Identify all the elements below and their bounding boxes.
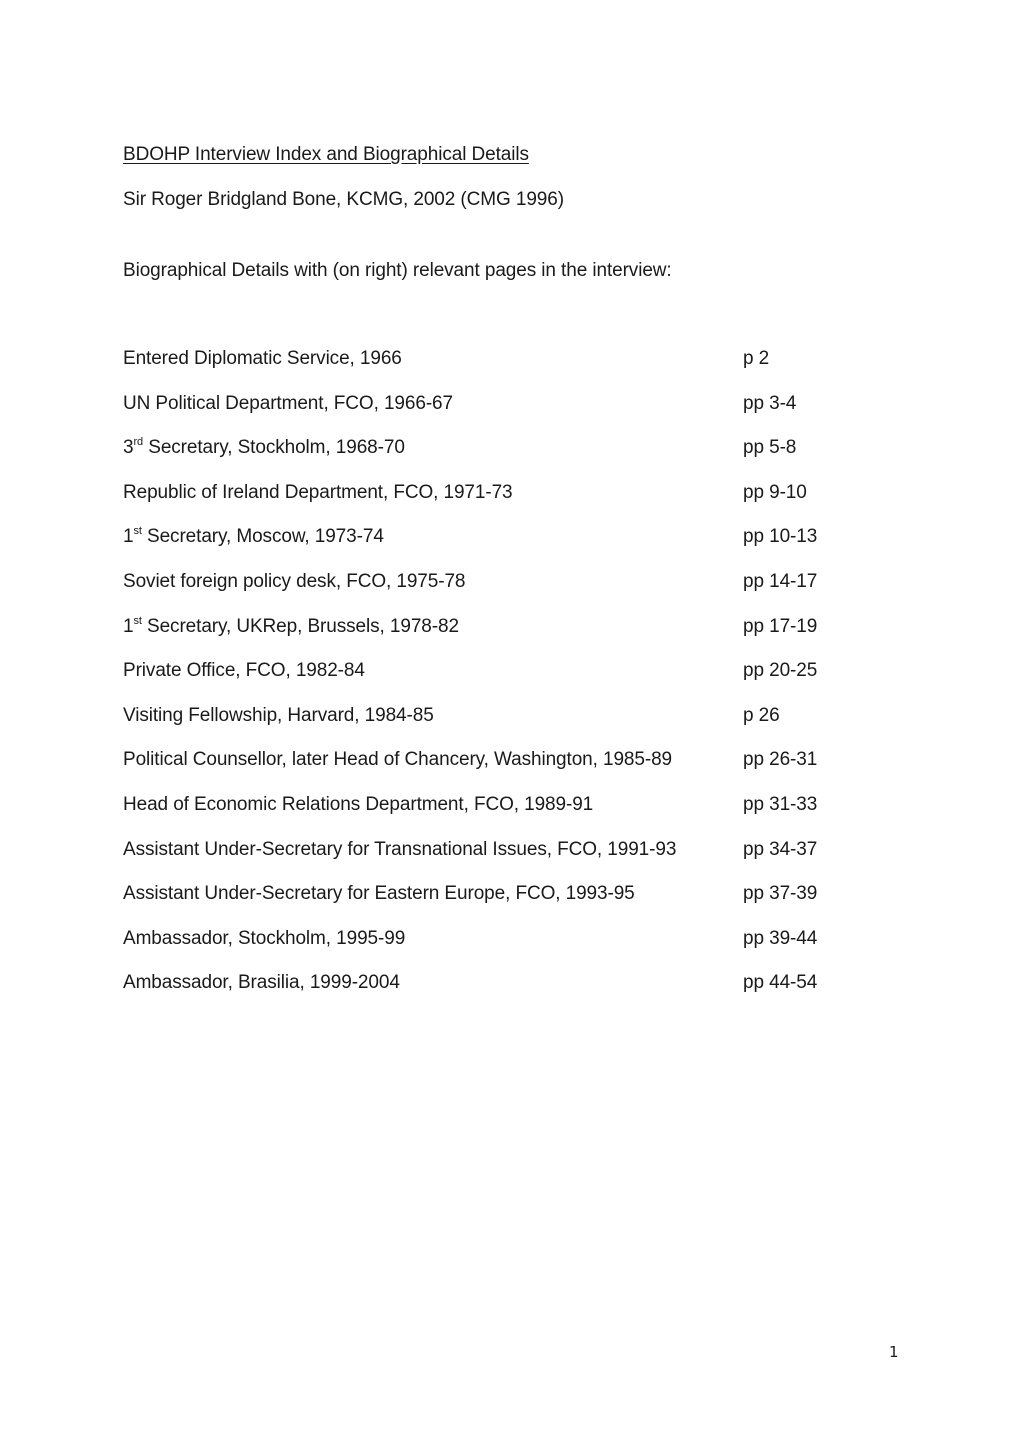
entry-role-text: Head of Economic Relations Department, FCO, 1989-91 (123, 793, 594, 815)
biography-entry (123, 883, 883, 928)
entry-role-text: UN Political Department, FCO, 1966-67 (123, 392, 453, 414)
entry-role-text: Ambassador, Stockholm, 1995-99 (123, 927, 406, 949)
document-title: BDOHP Interview Index and Biographical Details (123, 144, 529, 165)
entry-role (123, 839, 676, 861)
entry-pages: pp 26-31 (743, 749, 818, 771)
entry-pages: pp 44-54 (743, 972, 818, 994)
biography-entry (123, 393, 883, 438)
entry-role-text: 3 (123, 437, 134, 459)
intro-text: Biographical Details with (on right) relevant pages in the interview: (123, 260, 672, 281)
entry-role (123, 705, 434, 727)
entry-role-text: Soviet foreign policy desk, FCO, 1975-78 (123, 570, 466, 592)
biography-entry (123, 437, 883, 482)
entry-role (123, 883, 635, 905)
biography-entry (123, 348, 883, 393)
biography-entry (123, 972, 883, 1017)
entry-role (123, 749, 672, 771)
entry-role-text: 1 (123, 526, 134, 548)
page-number: 1 (889, 1343, 899, 1361)
entry-role (123, 616, 459, 638)
entry-role (123, 972, 400, 994)
entry-pages: pp 10-13 (743, 526, 818, 548)
entry-pages: pp 3-4 (743, 392, 797, 414)
entry-role (123, 794, 593, 816)
interviewee-name: Sir Roger Bridgland Bone, KCMG, 2002 (CMG 1996) (123, 189, 564, 210)
entry-role-text: Assistant Under-Secretary for Eastern Europe, FCO, 1993-95 (123, 883, 635, 905)
entry-role (123, 526, 384, 548)
entry-role (123, 571, 465, 593)
entry-role (123, 482, 513, 504)
entry-pages: pp 39-44 (743, 927, 818, 949)
entry-pages: pp 31-33 (743, 793, 818, 815)
biography-entry (123, 839, 883, 884)
entry-role (123, 437, 405, 459)
ordinal-suffix: st (133, 525, 142, 538)
entry-role-text-rest: Secretary, Stockholm, 1968-70 (143, 437, 405, 459)
entry-role-text-rest: Secretary, Moscow, 1973-74 (141, 526, 384, 548)
entry-role-text-rest: Secretary, UKRep, Brussels, 1978-82 (141, 615, 459, 637)
entry-pages: pp 37-39 (743, 883, 818, 905)
biography-entry (123, 749, 883, 794)
entry-role-text: Entered Diplomatic Service, 1966 (123, 348, 402, 369)
entry-role-text: Republic of Ireland Department, FCO, 1971-73 (123, 481, 513, 503)
biography-entry (123, 526, 883, 571)
entry-role-text: Visiting Fellowship, Harvard, 1984-85 (123, 704, 434, 726)
entry-role (123, 393, 453, 415)
entry-role-text: 1 (123, 615, 134, 637)
ordinal-suffix: rd (133, 436, 144, 449)
entry-pages: pp 20-25 (743, 660, 818, 682)
biography-entry (123, 705, 883, 750)
biography-entry (123, 794, 883, 839)
entry-pages: pp 17-19 (743, 615, 818, 637)
biography-entries (123, 348, 883, 1017)
ordinal-suffix: st (133, 614, 142, 627)
entry-role-text: Political Counsellor, later Head of Chancery, Washington, 1985-89 (123, 749, 673, 771)
biography-entry (123, 482, 883, 527)
entry-role (123, 928, 405, 950)
entry-pages: pp 14-17 (743, 570, 818, 592)
entry-pages: pp 5-8 (743, 437, 797, 459)
entry-role-text: Ambassador, Brasilia, 1999-2004 (123, 972, 400, 994)
entry-role (123, 660, 365, 682)
biography-entry (123, 571, 883, 616)
biography-entry (123, 660, 883, 705)
entry-pages: p 26 (743, 704, 780, 726)
entry-role-text: Assistant Under-Secretary for Transnational Issues, FCO, 1991-93 (123, 838, 677, 860)
entry-role-text: Private Office, FCO, 1982-84 (123, 660, 365, 682)
entry-pages: pp 34-37 (743, 838, 818, 860)
entry-pages: pp 9-10 (743, 481, 807, 503)
biography-entry (123, 616, 883, 661)
biography-entry (123, 928, 883, 973)
entry-pages: p 2 (743, 348, 770, 369)
entry-role (123, 348, 402, 370)
